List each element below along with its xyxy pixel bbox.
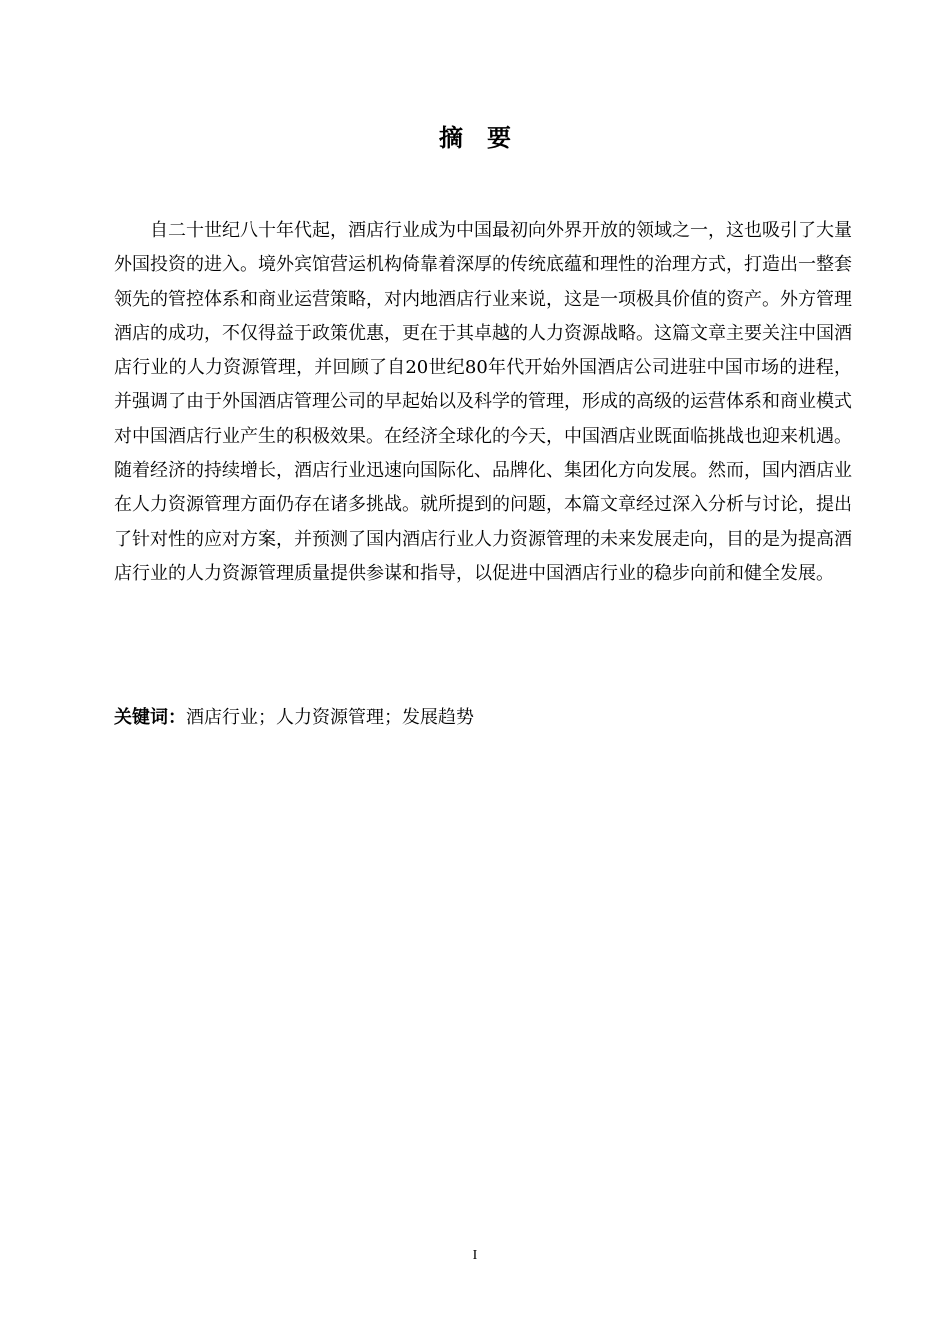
abstract-paragraph: 自二十世纪八十年代起，酒店行业成为中国最初向外界开放的领域之一，这也吸引了大量外国投资的进入。境外宾馆营运机构倚靠着深厚的传统底蕴和理性的治理方式，打造出一整套领先的管控体系和商业运营策略，对内地酒店行业来说，这是一项极具价值的资产。外方管理酒店的成功，不仅得益于政策优惠，更在于其卓越的人力资源战略。这篇文章主要关注中国酒店行业的人力资源管理，并回顾了自20世纪80年代开始外国酒店公司进驻中国市场的进程，并强调了由于外国酒店管理公司的早起始以及科学的管理，形成的高级的运营体系和商业模式对中国酒店行业产生的积极效果。在经济全球化的今天，中国酒店业既面临挑战也迎来机遇。随着经济的持续增长，酒店行业迅速向国际化、品牌化、集团化方向发展。然而，国内酒店业在人力资源管理方面仍存在诸多挑战。就所提到的问题，本篇文章经过深入分析与讨论，提出了针对性的应对方案，并预测了国内酒店行业人力资源管理的未来发展走向，目的是为提高酒店行业的人力资源管理质量提供参谋和指导，以促进中国酒店行业的稳步向前和健全发展。 <box>114 220 852 584</box>
page-number: I <box>472 1248 478 1263</box>
page-title: 摘要 <box>439 124 535 152</box>
keywords-line <box>114 703 852 733</box>
keywords-text: 酒店行业；人力资源管理；发展趋势 <box>186 707 474 728</box>
keywords-label: 关键词： <box>114 707 186 728</box>
